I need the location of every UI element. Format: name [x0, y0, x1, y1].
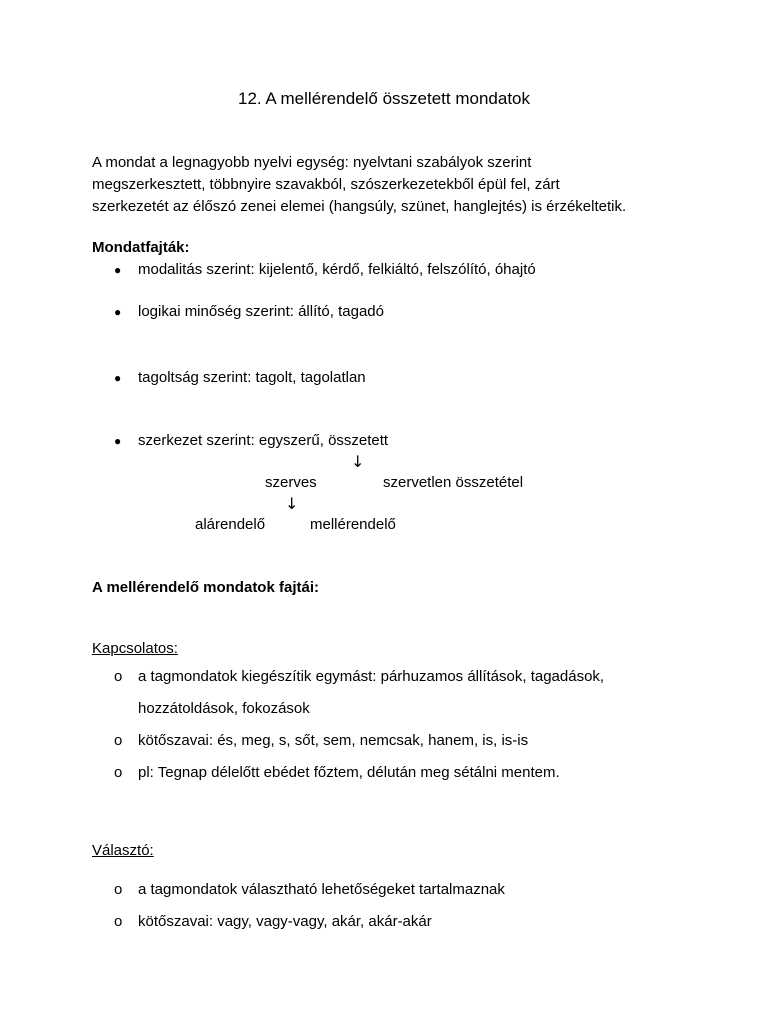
type-item-logic: logikai minőség szerint: állító, tagadó	[138, 303, 384, 320]
tree-subordinate: alárendelő	[195, 516, 266, 533]
circle-bullet-icon: o	[114, 732, 123, 749]
circle-bullet-icon: o	[114, 913, 123, 930]
bullet-icon: ●	[114, 305, 122, 319]
valaszto-heading: Választó:	[92, 842, 154, 859]
bullet-icon: ●	[114, 371, 122, 385]
kapcsolatos-heading: Kapcsolatos:	[92, 640, 178, 657]
types-heading: Mondatfajták:	[92, 239, 190, 256]
type-item-structure: szerkezet szerint: egyszerű, összetett	[138, 432, 389, 449]
type-item-segmentation: tagoltság szerint: tagolt, tagolatlan	[138, 369, 366, 386]
intro-line-1: A mondat a legnagyobb nyelvi egység: nyelvtani szabályok szerint	[92, 154, 532, 171]
tree-inorganic: szervetlen összetétel	[383, 474, 524, 491]
tree-coordinate: mellérendelő	[310, 516, 396, 533]
kapcsolatos-item-1: a tagmondatok kiegészítik egymást: párhuzamos állítások, tagadások,	[138, 668, 605, 685]
down-arrow-icon: ↓	[351, 452, 365, 471]
circle-bullet-icon: o	[114, 764, 123, 781]
valaszto-item-2: kötőszavai: vagy, vagy-vagy, akár, akár-akár	[138, 913, 432, 930]
kapcsolatos-item-3: pl: Tegnap délelőtt ebédet főztem, délután meg sétálni mentem.	[138, 764, 560, 781]
type-item-modality: modalitás szerint: kijelentő, kérdő, felkiáltó, felszólító, óhajtó	[138, 261, 536, 278]
bullet-icon: ●	[114, 263, 122, 277]
intro-line-3: szerkezetét az élőszó zenei elemei (hangsúly, szünet, hanglejtés) is érzékeltetik.	[92, 198, 627, 215]
subtypes-heading: A mellérendelő mondatok fajtái:	[92, 579, 319, 596]
circle-bullet-icon: o	[114, 881, 123, 898]
intro-line-2: megszerkesztett, többnyire szavakból, szószerkezetekből épül fel, zárt	[92, 176, 560, 193]
valaszto-item-1: a tagmondatok választható lehetőségeket tartalmaznak	[138, 881, 505, 898]
bullet-icon: ●	[114, 434, 122, 448]
kapcsolatos-item-1-continuation: hozzátoldások, fokozások	[138, 700, 310, 717]
circle-bullet-icon: o	[114, 668, 123, 685]
tree-organic: szerves	[265, 474, 317, 491]
page-title: 12. A mellérendelő összetett mondatok	[237, 89, 530, 108]
down-arrow-icon: ↓	[285, 494, 299, 513]
kapcsolatos-item-2: kötőszavai: és, meg, s, sőt, sem, nemcsak, hanem, is, is-is	[138, 732, 529, 749]
